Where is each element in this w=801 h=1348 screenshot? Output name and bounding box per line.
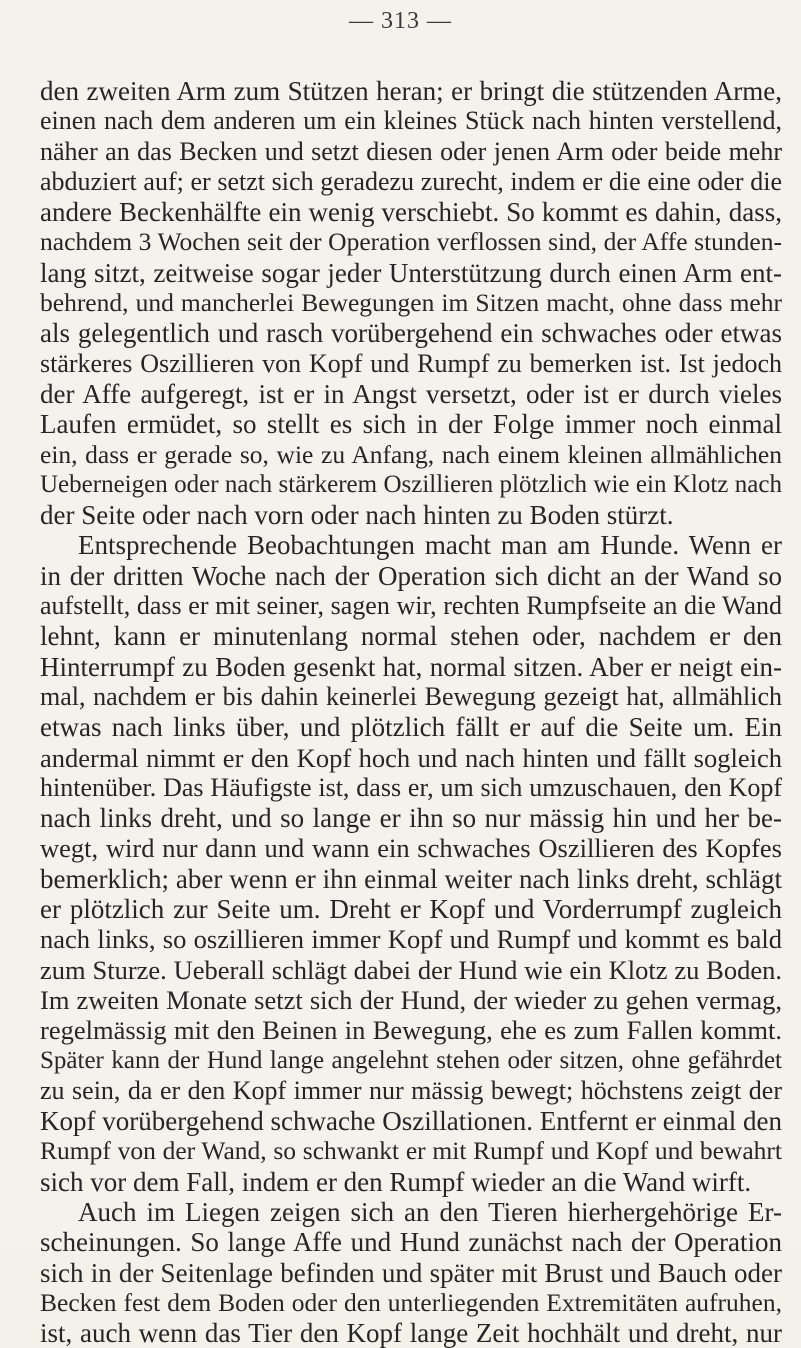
page-number: — 313 — <box>349 8 452 34</box>
text-line: näher an das Becken und setzt diesen oder jenen Arm oder beide mehr <box>40 136 782 166</box>
text-line: lehnt, kann er minutenlang normal stehen oder, nachdem er den <box>40 621 782 652</box>
text-line: behrend, und mancherlei Bewegungen im Sitzen macht, ohne dass mehr <box>40 288 782 318</box>
text-line: den zweiten Arm zum Stützen heran; er bringt die stützenden Arme, <box>40 76 782 106</box>
text-line: scheinungen. So lange Affe und Hund zunächst nach der Operation <box>40 1227 782 1258</box>
text-line: er plötzlich zur Seite um. Dreht er Kopf und Vorderrumpf zugleich <box>40 894 782 925</box>
text-line: sich vor dem Fall, indem er den Rumpf wieder an die Wand wirft. <box>40 1166 752 1197</box>
text-line: bemerklich; aber wenn er ihn einmal weiter nach links dreht, schlägt <box>40 863 782 894</box>
text-line: in der dritten Woche nach der Operation sich dicht an der Wand so <box>40 560 782 591</box>
text-line: lang sitzt, zeitweise sogar jeder Unterstützung durch einen Arm ent- <box>40 257 782 288</box>
text-line: stärkeres Oszillieren von Kopf und Rumpf zu bemerken ist. Ist jedoch <box>40 348 782 378</box>
text-line: der Affe aufgeregt, ist er in Angst versetzt, oder ist er durch vieles <box>40 378 782 409</box>
text-line: nach links, so oszillieren immer Kopf und Rumpf und kommt es bald <box>40 924 782 955</box>
text-line: etwas nach links über, und plötzlich fällt er auf die Seite um. Ein <box>40 712 782 743</box>
text-line: Kopf vorübergehend schwache Oszillationen. Entfernt er einmal den <box>40 1106 782 1137</box>
text-line: regelmässig mit den Beinen in Bewegung, ehe es zum Fallen kommt. <box>40 1015 782 1046</box>
text-line: wegt, wird nur dann und wann ein schwaches Oszillieren des Kopfes <box>40 833 782 864</box>
text-line: Später kann der Hund lange angelehnt stehen oder sitzen, ohne gefährdet <box>40 1046 782 1074</box>
text-line: Becken fest dem Boden oder den unterliegenden Extremitäten aufruhen, <box>40 1287 782 1317</box>
text-line: andere Beckenhälfte ein wenig verschiebt. So kommt es dahin, dass, <box>40 197 782 228</box>
text-line: Rumpf von der Wand, so schwankt er mit Rumpf und Kopf und bewahrt <box>40 1136 782 1166</box>
text-line: Entsprechende Beobachtungen macht man am Hunde. Wenn er <box>78 530 782 561</box>
text-line: Laufen ermüdet, so stellt es sich in der Folge immer noch einmal <box>40 409 782 440</box>
body-text <box>40 76 782 1348</box>
text-line: zum Sturze. Ueberall schlägt dabei der Hund wie ein Klotz zu Boden. <box>40 954 782 985</box>
text-line: abduziert auf; er setzt sich geradezu zurecht, indem er die eine oder die <box>40 166 782 196</box>
text-line: Im zweiten Monate setzt sich der Hund, der wieder zu gehen vermag, <box>40 984 782 1015</box>
text-line: nach links dreht, und so lange er ihn so nur mässig hin und her be- <box>40 803 782 834</box>
text-line: Auch im Liegen zeigen sich an den Tieren hierhergehörige Er- <box>78 1196 782 1227</box>
text-line: andermal nimmt er den Kopf hoch und nach hinten und fällt sogleich <box>40 742 782 773</box>
text-line: einen nach dem anderen um ein kleines Stück nach hinten verstellend, <box>40 106 782 136</box>
text-line: Ueberneigen oder nach stärkerem Oszillieren plötzlich wie ein Klotz nach <box>40 470 782 498</box>
text-line: als gelegentlich und rasch vorübergehend ein schwaches oder etwas <box>40 318 782 349</box>
text-line: Hinterrumpf zu Boden gesenkt hat, normal sitzen. Aber er neigt ein- <box>40 651 782 682</box>
text-line: hintenüber. Das Häufigste ist, dass er, um sich umzuschauen, den Kopf <box>40 772 782 802</box>
text-line: ist, auch wenn das Tier den Kopf lange Zeit hochhält und dreht, nur <box>40 1318 782 1348</box>
text-line: sich in der Seitenlage befinden und später mit Brust und Bauch oder <box>40 1257 782 1288</box>
text-line: mal, nachdem er bis dahin keinerlei Bewegung gezeigt hat, allmählich <box>40 681 782 711</box>
text-line: ein, dass er gerade so, wie zu Anfang, nach einem kleinen allmählichen <box>40 439 782 469</box>
text-line: nachdem 3 Wochen seit der Operation verflossen sind, der Affe stunden- <box>40 227 782 257</box>
text-line: der Seite oder nach vorn oder nach hinten zu Boden stürzt. <box>40 500 674 531</box>
text-line: zu sein, da er den Kopf immer nur mässig bewegt; höchstens zeigt der <box>40 1075 782 1105</box>
text-line: aufstellt, dass er mit seiner, sagen wir, rechten Rumpfseite an die Wand <box>40 591 782 621</box>
